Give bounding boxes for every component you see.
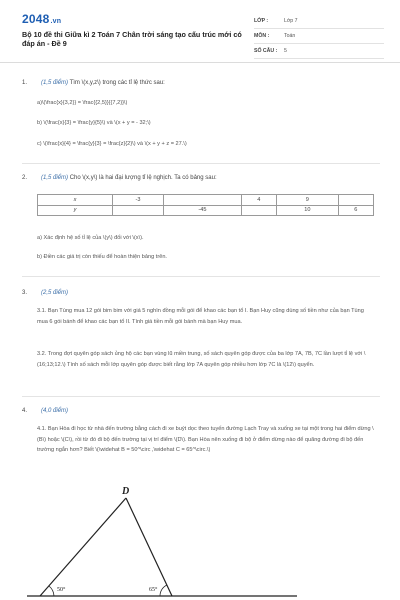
angle-b-arc [49,586,54,596]
question-1-header: 1. (1,5 điểm) Tìm \(x,y,z\) trong các tỉ lệ thức sau: [22,80,165,86]
question-4-header: 4. (4,0 điểm) [22,408,69,414]
question-3-part-2: 3.2. Trong đợt quyên góp sách ủng hộ các bạn vùng lũ miền trung, số sách quyên góp được của ba lớp 7A, 7B, 7C lần lượt tỉ lệ với \(16;13;12.\) Tính số sách mỗi lớp quyên góp được biết rằng lớp 7A quyên góp nhiều hơn lớp 7C là \(12\) quyển. [37,351,366,368]
question-2-item-b: b) Điền các giá trị còn thiếu để hoàn thiện bảng trên. [37,254,167,260]
question-3-score: (2,5 điểm) [41,290,69,296]
meta-question-count: SỐ CÂU : 5 [254,44,384,59]
question-2-header: 2. (1,5 điểm) Cho \(x,y\) là hai đại lượng tỉ lệ nghịch. Ta có bảng sau: [22,175,217,181]
values-table [37,194,374,216]
divider [22,396,380,397]
question-1-score: (1,5 điểm) [41,80,69,86]
angle-c-label: 65° [149,587,158,593]
question-1-item-a: a)\(\frac{x}{3,2}} = \frac{{2,5}}{{7,2}}\) [37,100,128,106]
side-bd [40,498,126,596]
question-2-item-a: a) Xác định hệ số tỉ lệ của \(y\) đối với \(x\). [37,235,144,241]
meta-class: LỚP : Lớp 7 [254,14,384,29]
side-dc [126,498,172,596]
table-row-y: y -45 10 6 [38,205,374,216]
question-3-header: 3. (2,5 điểm) [22,290,69,296]
exam-meta [254,14,384,59]
triangle-figure [22,478,302,600]
table-row-x: x -3 4 9 [38,195,374,206]
angle-c-arc [160,585,167,596]
question-4-score: (4,0 điểm) [41,408,69,414]
question-2-score: (1,5 điểm) [41,175,69,181]
exam-title: Bộ 10 đề thi Giữa kì 2 Toán 7 Chân trời sáng tạo cấu trúc mới có đáp án - Đề 9 [22,30,242,48]
divider [22,276,380,277]
question-1-item-c: c) \(\frac{x}{4} = \frac{y}{3} = \frac{z}{2}\) và \(x + y + z = 27.\) [37,141,187,147]
divider [22,163,380,164]
page-header [0,0,400,63]
question-3-part-1: 3.1. Bạn Tùng mua 12 gói bim bim với giá 5 nghìn đồng mỗi gói để khao các bạn tổ I. Bạn Huy cũng dùng số tiền như của bạn Tùng mua 6 gói bánh để khao các bạn tổ II. Tính giá tiền mỗi gói bánh mà bạn Huy mua. [37,308,364,325]
question-1-item-b: b) \(\frac{x}{3} = \frac{y}{5}\) và \(x + y = - 32;\) [37,120,151,126]
point-d-label: D [122,486,130,497]
site-logo[interactable]: 2048.vn [22,12,62,26]
question-4-part-1: 4.1. Bạn Hòa đi học từ nhà đến trường bằng cách đi xe buýt dọc theo tuyến đường Lạch Tray và xuống xe tại một trong hai điểm dừng \(B\) hoặc \(C\), rồi từ đó đi bộ đến trường tại vị trí điểm \(D\). Bạn Hòa nên xuống đi bộ ở điểm dừng nào để quãng đường đi bộ đến trường ngắn hơn? Biết \(\widehat B = 50^\circ ,\widehat C = 65^\circ.\) [37,426,374,453]
meta-subject: MÔN : Toán [254,29,384,44]
angle-b-label: 50° [57,587,66,593]
